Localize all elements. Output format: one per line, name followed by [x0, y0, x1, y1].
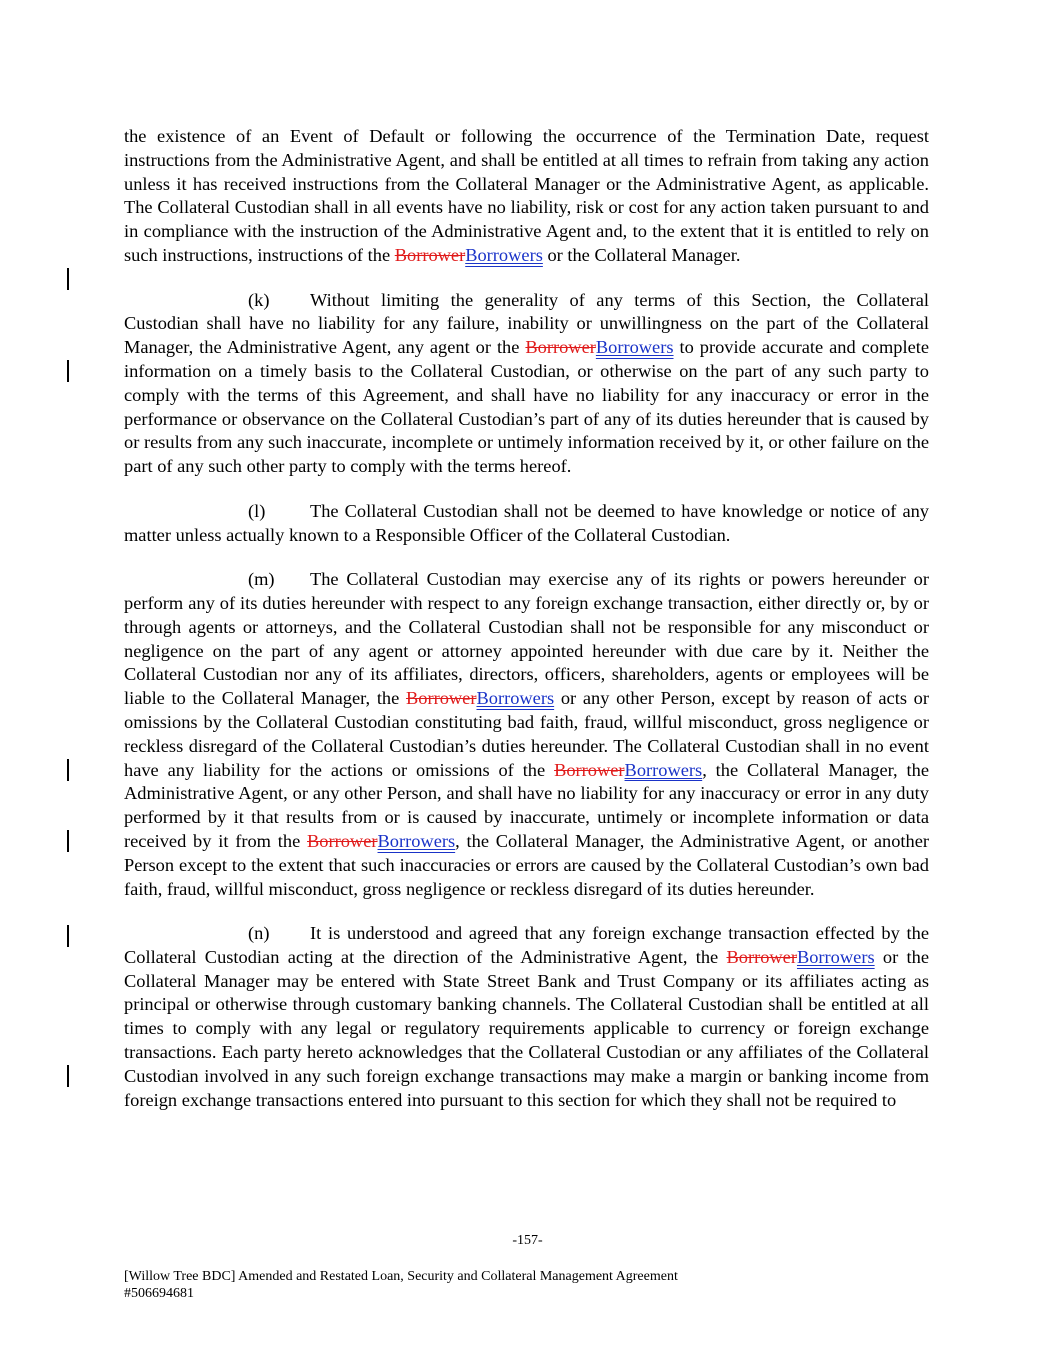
paragraph-m: (m) The Collateral Custodian may exercise any of its rights or powers hereunder or perform any of its duties hereunder with respect to any foreign exchange transaction, either directly or, by or through agents or attorneys, and the Collateral Custodian shall not be responsible for any misconduct or negligence on the part of any agent or attorney appointed hereunder with due care by it. Neither the Collateral Custodian nor any of its affiliates, directors, officers, shareholders, agents or employees will be liable to the Collateral Manager, the BorrowerBorrowers or any other Person, except by reason of acts or omissions by the Collateral Custodian constituting bad faith, fraud, willful misconduct, gross negligence or reckless disregard of the Collateral Custodian’s duties hereunder. The Collateral Custodian shall in no event have any liability for the actions or omissions of the BorrowerBorrowers, the Collateral Manager, the Administrative Agent, or any other Person, and shall have no liability for any inaccuracy or error in any duty performed by it that results from or is caused by inaccurate, untimely or incomplete information or data received by it from the BorrowerBorrowers, the Collateral Manager, the Administrative Agent, or another Person except to the extent that such inaccuracies or errors are caused by the Collateral Custodian’s own bad faith, fraud, willful misconduct, gross negligence or reckless disregard of its duties hereunder.	[124, 569, 930, 899]
change-bar	[67, 925, 69, 947]
inserted-text: Borrowers	[624, 759, 703, 780]
deleted-text: Borrower	[394, 244, 466, 265]
deleted-text: Borrower	[307, 830, 378, 851]
page-footer	[124, 1268, 678, 1302]
inserted-text: Borrowers	[796, 946, 875, 967]
deleted-text: Borrower	[525, 337, 596, 358]
paragraph-l: (l) The Collateral Custodian shall not be deemed to have knowledge or notice of any matter unless actually known to a Responsible Officer of the Collateral Custodian.	[124, 500, 929, 545]
change-bar	[67, 759, 69, 781]
deleted-text: Borrower	[726, 946, 797, 967]
inserted-text: Borrowers	[465, 244, 543, 265]
paragraph-n: (n) It is understood and agreed that any foreign exchange transaction effected by the Collateral Custodian acting at the direction of the Administrative Agent, the BorrowerBorrowers or the Collateral Manager may be entered with State Street Bank and Trust Company or its affiliates acting as principal or otherwise through customary banking channels. The Collateral Custodian shall be entitled at all times to comply with any legal or regulatory requirements applicable to currency or foreign exchange transactions. Each party hereto acknowledges that the Collateral Custodian or any affiliates of the Collateral Custodian involved in any such foreign exchange transactions may make a margin or banking income from foreign exchange transactions entered into pursuant to this section for which they shall not be required to	[124, 923, 929, 1110]
change-bar	[67, 268, 69, 290]
document-body	[124, 125, 929, 1133]
paragraph-k: (k) Without limiting the generality of any terms of this Section, the Collateral Custodian shall have no liability for any failure, inability or unwillingness on the part of the Collateral Manager, the Administrative Agent, any agent or the BorrowerBorrowers to provide accurate and complete information on a timely basis to the Collateral Custodian, or otherwise on the part of any such party to comply with the terms of this Agreement, and shall have no liability for any inaccuracy or error in the performance or observance on the Collateral Custodian’s part of any of its duties hereunder that is caused by or results from any such inaccurate, incomplete or untimely information received by it, or other failure on the part of any such other party to comply with the terms hereof.	[124, 289, 930, 477]
inserted-text: Borrowers	[595, 337, 674, 358]
footer-title: [Willow Tree BDC] Amended and Restated Loan, Security and Collateral Management Agreement	[124, 1269, 678, 1284]
deleted-text: Borrower	[406, 688, 477, 709]
clause-label: (m)	[248, 569, 275, 590]
clause-label: (n)	[248, 923, 270, 944]
clause-label: (k)	[248, 289, 270, 310]
footer-doc-id: #506694681	[124, 1286, 194, 1301]
deleted-text: Borrower	[554, 759, 625, 780]
change-bar	[67, 1065, 69, 1087]
inserted-text: Borrowers	[377, 830, 456, 851]
clause-label: (l)	[248, 500, 266, 521]
change-bar	[67, 830, 69, 852]
inserted-text: Borrowers	[476, 688, 555, 709]
change-bar	[67, 360, 69, 382]
paragraph-j-continuation: the existence of an Event of Default or following the occurrence of the Termination Date, request instructions from the Administrative Agent, and shall be entitled at all times to refrain from taking any action unless it has received instructions from the Collateral Manager or the Administrative Agent, as applicable. The Collateral Custodian shall in all events have no liability, risk or cost for any action taken pursuant to and in compliance with the instruction of the Administrative Agent and, to the extent that it is entitled to rely on such instructions, instructions of the BorrowerBorrowers or the Collateral Manager.	[124, 126, 929, 265]
page-number: -157-	[512, 1233, 543, 1248]
